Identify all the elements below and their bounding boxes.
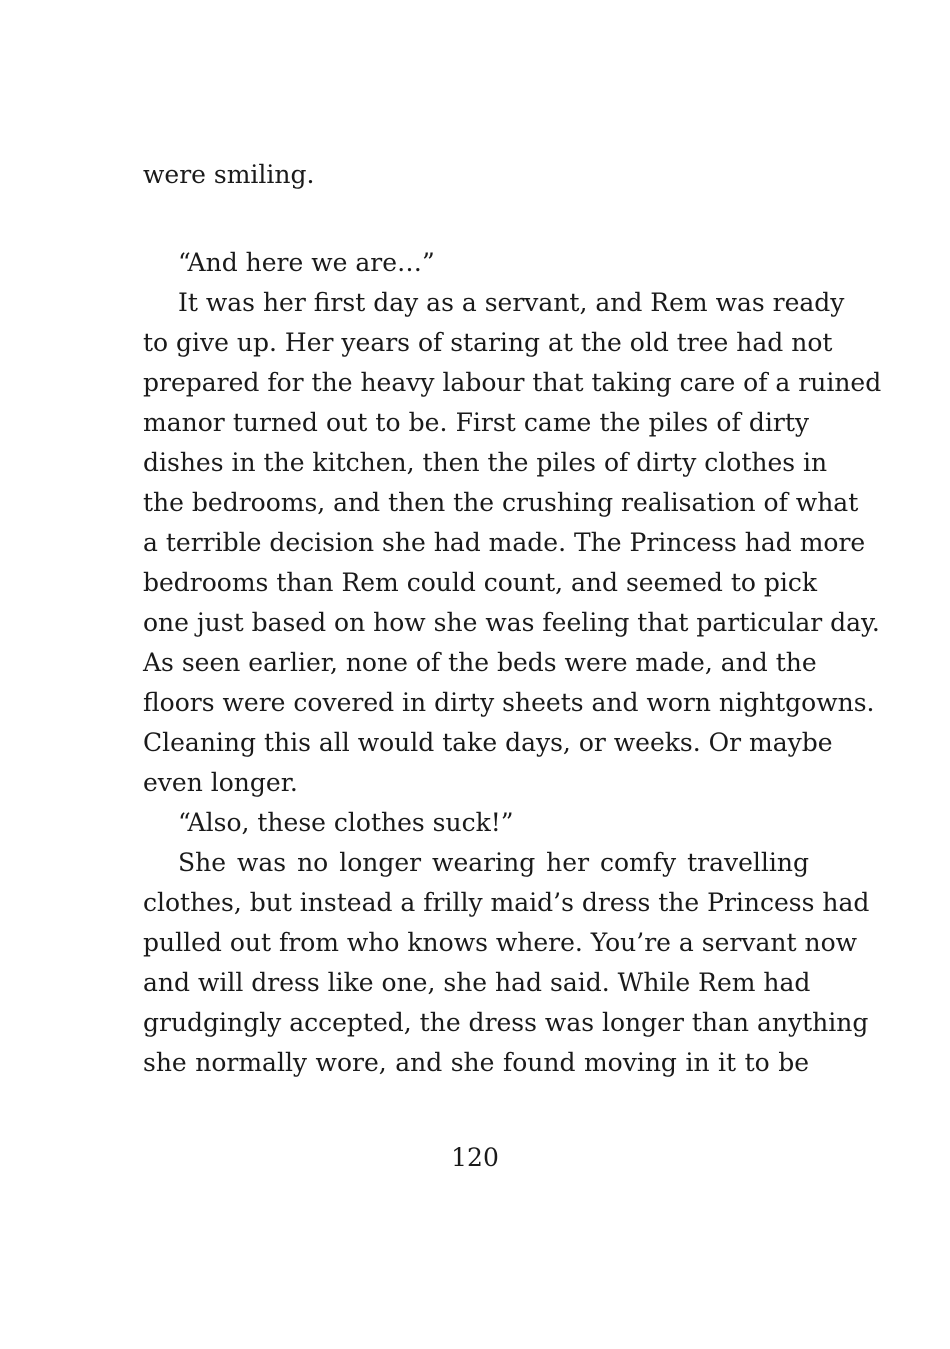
- paragraph-line: prepared for the heavy labour that taking care of a ruined: [143, 368, 882, 397]
- paragraph-line: “And here we are…”: [178, 248, 435, 277]
- paragraph-line: “Also, these clothes suck!”: [178, 808, 514, 837]
- paragraph-line: the bedrooms, and then the crushing realisation of what: [143, 488, 859, 517]
- paragraph-first-day: [143, 283, 882, 803]
- paragraph-line: clothes, but instead a frilly maid’s dress the Princess had: [143, 888, 870, 917]
- paragraph-line: floors were covered in dirty sheets and worn nightgowns.: [143, 688, 875, 717]
- paragraph-line: to give up. Her years of staring at the old tree had not: [143, 328, 833, 357]
- book-page-body: [143, 155, 882, 1083]
- paragraph-and-here-we-are: [143, 243, 809, 283]
- paragraph-line: grudgingly accepted, the dress was longer than anything: [143, 1008, 869, 1037]
- paragraph-line: dishes in the kitchen, then the piles of dirty clothes in: [143, 448, 828, 477]
- page-number: 120: [451, 1143, 499, 1172]
- scene-gap: [143, 195, 809, 243]
- paragraph-line: she normally wore, and she found moving in it to be: [143, 1048, 809, 1077]
- paragraph-line: one just based on how she was feeling that particular day.: [143, 608, 880, 637]
- paragraph-maid-dress: [143, 843, 870, 1083]
- paragraph-line: As seen earlier, none of the beds were made, and the: [143, 648, 817, 677]
- paragraph-line: a terrible decision she had made. The Princess had more: [143, 528, 866, 557]
- paragraph-line: and will dress like one, she had said. While Rem had: [143, 968, 811, 997]
- paragraph-line: pulled out from who knows where. You’re a servant now: [143, 928, 858, 957]
- paragraph-line: even longer.: [143, 768, 298, 797]
- paragraph-line: manor turned out to be. First came the piles of dirty: [143, 408, 809, 437]
- paragraph-line: It was her first day as a servant, and Rem was ready: [178, 288, 845, 317]
- paragraph-line: bedrooms than Rem could count, and seemed to pick: [143, 568, 818, 597]
- paragraph-line: She was no longer wearing her comfy travelling: [178, 848, 809, 877]
- paragraph-clothes-suck: [143, 803, 809, 843]
- paragraph-line: Cleaning this all would take days, or weeks. Or maybe: [143, 728, 833, 757]
- opening-line: were smiling.: [143, 160, 315, 189]
